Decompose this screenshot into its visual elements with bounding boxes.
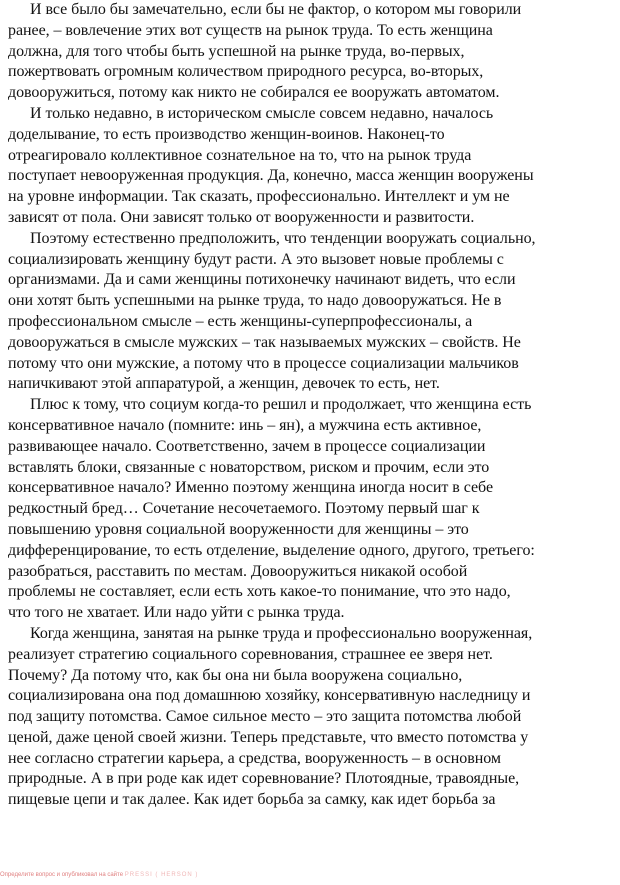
text-line: консервативное начало? Именно поэтому женщина иногда носит в себе xyxy=(8,479,493,497)
text-line: на уровне информации. Так сказать, профессионально. Интеллект и ум не xyxy=(8,188,510,206)
text-line: пожертвовать огромным количеством природного ресурса, во-вторых, xyxy=(8,63,484,81)
text-line: разобраться, расставить по местам. Довооружиться никакой особой xyxy=(8,562,468,580)
text-line: довооружаться в смысле мужских – так называемых мужских – свойств. Не xyxy=(8,333,521,351)
text-line: дифференцирование, то есть отделение, выделение одного, другого, третьего: xyxy=(8,541,535,559)
text-line: социализирована она под домашнюю хозяйку, консервативную наследницу и xyxy=(8,687,531,705)
text-line: социализировать женщину будут расти. А это вызовет новые проблемы с xyxy=(8,250,504,268)
text-line: развивающее начало. Соответственно, зачем в процессе социализации xyxy=(8,437,486,455)
text-line: потому что они мужские, а потому что в процессе социализации мальчиков xyxy=(8,354,519,372)
text-line: Почему? Да потому что, как бы она ни была вооружена социально, xyxy=(8,666,463,684)
text-line: нее согласно стратегии карьера, а средства, вооруженность – в основном xyxy=(8,749,501,767)
text-line: ранее, – вовлечение этих вот существ на рынок труда. То есть женщина xyxy=(8,21,493,39)
text-line: должна, для того чтобы быть успешной на рынке труда, во-первых, xyxy=(8,42,465,60)
text-line: редкостный бред… Сочетание несочетаемого. Поэтому первый шаг к xyxy=(8,500,480,518)
text-line: организмами. Да и сами женщины потихонечку начинают видеть, что если xyxy=(8,271,516,289)
text-line: поступает невооруженная продукция. Да, конечно, масса женщин вооружены xyxy=(8,167,534,185)
text-line: проблемы не составляет, если есть хоть какое-то понимание, что это надо, xyxy=(8,583,511,601)
text-line: реализует стратегию социального соревнования, страшнее ее зверя нет. xyxy=(8,645,493,663)
text-line: консервативное начало (помните: инь – ян), а мужчина есть активное, xyxy=(8,416,482,434)
text-line: довооружиться, потому как никто не собирался ее вооружать автоматом. xyxy=(8,84,500,102)
text-line: доделывание, то есть производство женщин-воинов. Наконец-то xyxy=(8,125,445,143)
text-line: вставлять блоки, связанные с новаторством, риском и прочим, если это xyxy=(8,458,490,476)
text-line: под защиту потомства. Самое сильное место – это защита потомства любой xyxy=(8,708,522,726)
text-line: профессиональном смысле – есть женщины-суперпрофессионалы, а xyxy=(8,312,473,330)
text-line: повышению уровня социальной вооруженности для женщины – это xyxy=(8,520,469,538)
text-line: ценой, даже ценой своей жизни. Теперь представьте, что вместо потомства у xyxy=(8,728,529,746)
text-line: отреагировало коллективное сознательное на то, что на рынок труда xyxy=(8,146,472,164)
text-line: напичкивают этой аппаратурой, а женщин, девочек то есть, нет. xyxy=(8,375,440,393)
text-line: Поэтому естественно предположить, что тенденции вооружать социально, xyxy=(30,229,536,247)
text-line: И только недавно, в историческом смысле совсем недавно, началось xyxy=(30,104,494,122)
text-line: пищевые цепи и так далее. Как идет борьба за самку, как идет борьба за xyxy=(8,791,496,809)
footer-text: Определите вопрос и опубликовал на сайте xyxy=(0,872,124,878)
document-body xyxy=(8,0,612,811)
text-line: И все было бы замечательно, если бы не фактор, о котором мы говорили xyxy=(30,1,522,18)
text-line: зависят от пола. Они зависят только от вооруженности и развитости. xyxy=(8,208,475,226)
text-line: природные. А в при роде как идет соревнование? Плотоядные, травоядные, xyxy=(8,770,520,788)
footer-trailing: PRESSI ( HERSON ) xyxy=(124,872,199,878)
text-line: они хотят быть успешными на рынке труда, то надо довооружаться. Не в xyxy=(8,292,502,310)
text-line: что того не хватает. Или надо уйти с рынка труда. xyxy=(8,604,345,622)
text-line: Плюс к тому, что социум когда-то решил и продолжает, что женщина есть xyxy=(30,396,532,414)
text-line: Когда женщина, занятая на рынке труда и профессионально вооруженная, xyxy=(30,624,533,642)
footer-watermark xyxy=(0,872,198,878)
